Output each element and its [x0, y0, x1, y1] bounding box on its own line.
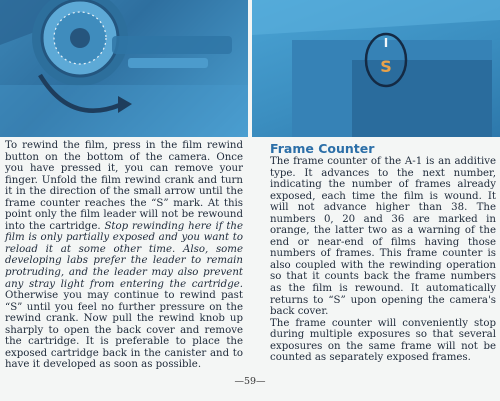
rewind-paragraph [5, 140, 243, 371]
section-heading: Frame Counter [270, 141, 375, 156]
rewind-text-italic: Stop rewinding here if the film is only partially exposed and you want to reload it at some other time. Also, some developing labs prefer the leader to remain protruding, and the leader may also prevent any stray light from entering the cartridge. [5, 220, 244, 290]
frame-counter-photo [252, 0, 500, 137]
page-number: —59— [234, 376, 266, 387]
rewind-instructions [5, 140, 243, 371]
rewind-text-start: To rewind the film, press in the film rewind button on the bottom of the camera. Once you have pressed it, you can remove your finger. Unfold the film rewind crank and turn it in the direction of the small arrow until the frame counter reaches the “S” mark. At this point only the film leader will not be rewound into the cartridge. [5, 140, 243, 232]
frame-counter-paragraph-2: The frame counter will conveniently stop during multiple exposures so that several exposures on the same frame will not be counted as separately exposed frames. [270, 317, 496, 364]
frame-counter-paragraph-1: The frame counter of the A-1 is an additive type. It advances to the next number, indicating the number of frames already exposed, each time the film is wound. It will not advance higher than 38. The numbers 0, 20 and 36 are marked in orange, the latter two as a warning of the end or near-end of films having those numbers of frames. This frame counter is also coupled with the rewinding operation so that it counts back the frame numbers as the film is rewound. It automatically returns to “S” upon opening the camera's back cover. [270, 156, 496, 318]
frame-counter-illustration [252, 0, 500, 137]
rewind-text-end: Otherwise you may continue to rewind past “S” until you feel no further pressure on the rewind crank. Now pull the rewind knob up sharply to open the back cover and remove the cartridge. It is preferable to place the exposed cartridge back in the canister and to have it developed as soon as possible. [5, 290, 243, 371]
counter-mark-s: S [380, 57, 392, 76]
rewind-photo [0, 0, 248, 137]
counter-mark-i: I [383, 36, 389, 50]
frame-counter-section [270, 140, 496, 364]
rewind-illustration [0, 0, 248, 137]
